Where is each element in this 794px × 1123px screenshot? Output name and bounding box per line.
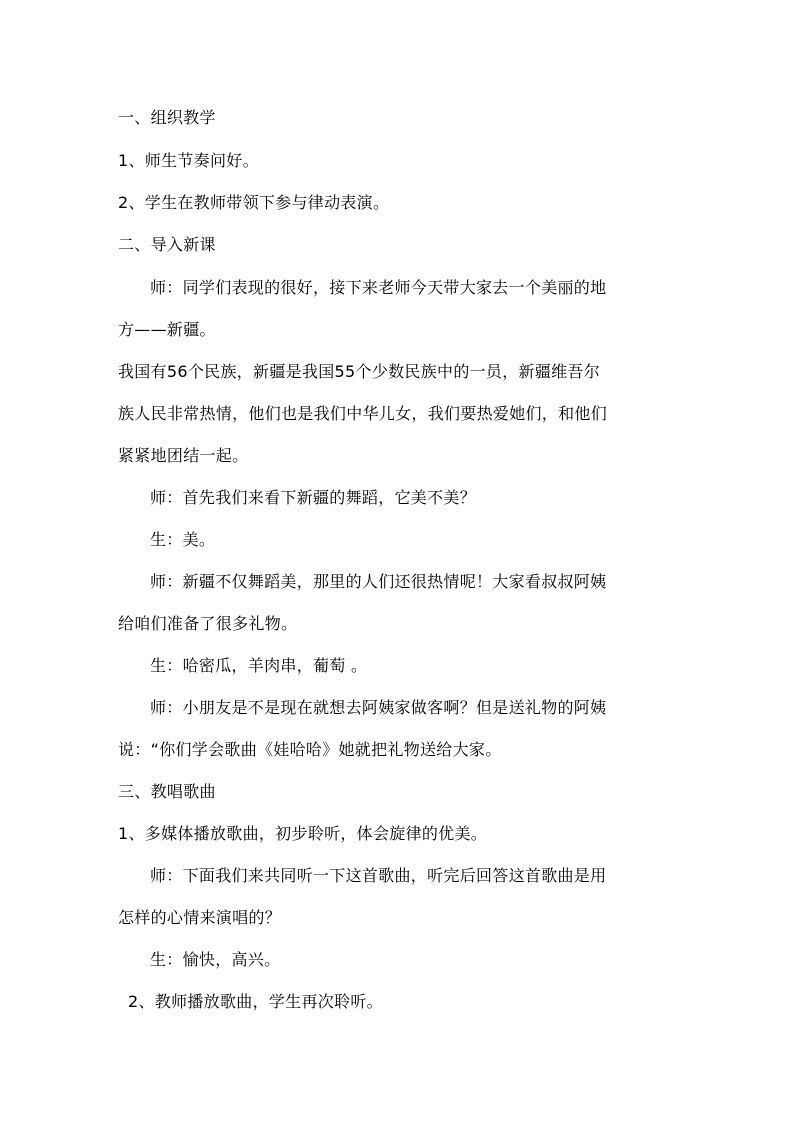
paragraph: 师：新疆不仅舞蹈美，那里的人们还很热情呢！大家看叔叔阿姨 [150, 572, 607, 591]
paragraph: 说：“你们学会歌曲《娃哈哈》她就把礼物送给大家。 [118, 740, 502, 759]
paragraph: 生：哈密瓜，羊肉串，葡萄 。 [150, 656, 368, 675]
paragraph: 生：美。 [150, 530, 216, 549]
paragraph: 1、师生节奏问好。 [118, 151, 259, 170]
paragraph: 紧紧地团结一起。 [118, 446, 249, 465]
paragraph: 1、多媒体播放歌曲，初步聆听，体会旋律的优美。 [118, 824, 488, 843]
paragraph: 怎样的心情来演唱的？ [118, 908, 282, 927]
heading-organize-teaching: 一、组织教学 [118, 108, 216, 127]
paragraph: 2、学生在教师带领下参与律动表演。 [118, 193, 390, 212]
paragraph: 师：同学们表现的很好，接下来老师今天带大家去一个美丽的地 [150, 278, 607, 297]
paragraph: 我国有56个民族，新疆是我国55个少数民族中的一员，新疆维吾尔 [118, 362, 601, 381]
paragraph: 方——新疆。 [118, 320, 216, 339]
paragraph: 生：愉快，高兴。 [150, 950, 281, 969]
paragraph: 2、教师播放歌曲，学生再次聆听。 [128, 992, 383, 1011]
paragraph: 族人民非常热情，他们也是我们中华儿女，我们要热爱她们，和他们 [118, 404, 608, 423]
heading-teach-song: 三、教唱歌曲 [118, 782, 216, 801]
paragraph: 给咱们准备了很多礼物。 [118, 614, 298, 633]
paragraph: 师：小朋友是不是现在就想去阿姨家做客啊？但是送礼物的阿姨 [150, 698, 607, 717]
heading-introduce-lesson: 二、导入新课 [118, 235, 216, 254]
paragraph: 师：首先我们来看下新疆的舞蹈，它美不美？ [150, 488, 477, 507]
paragraph: 师：下面我们来共同听一下这首歌曲，听完后回答这首歌曲是用 [150, 866, 607, 885]
